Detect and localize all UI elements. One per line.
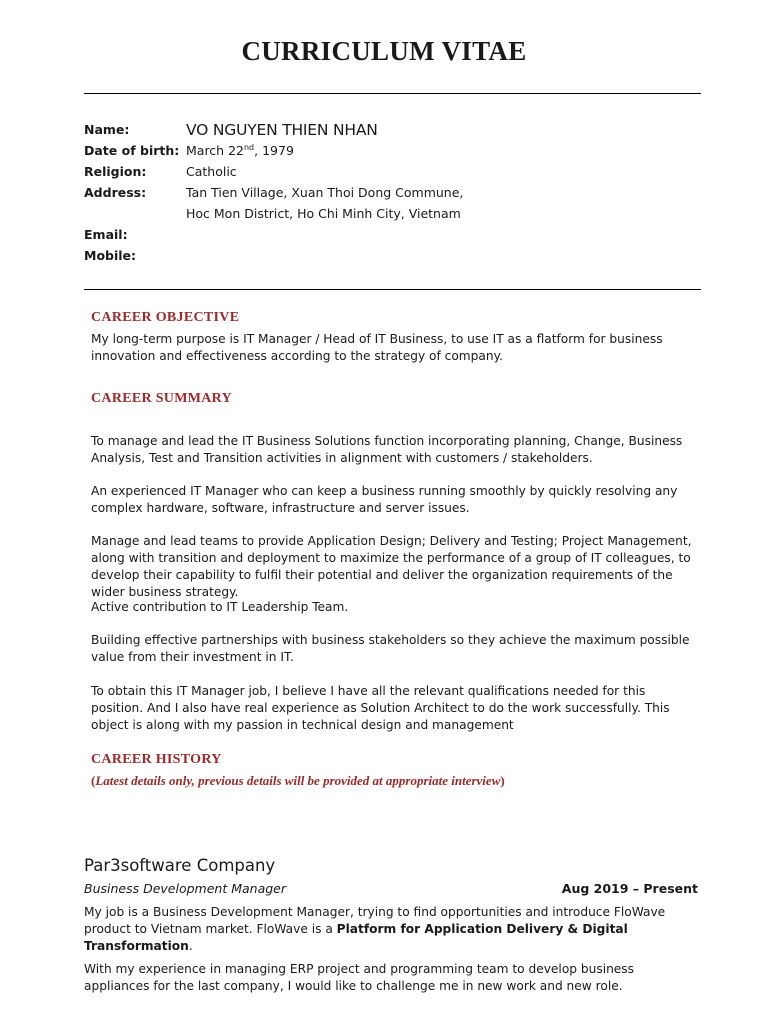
note-text: Latest details only, previous details will be provided at appropriate interview	[95, 773, 501, 788]
job-description-2: With my experience in managing ERP project and programming team to develop business appliances for the last company, I would like to challenge me in new work and new role.	[84, 962, 635, 993]
job-desc-1-bold: Platform for Application Delivery & Digital Transformation	[84, 922, 628, 953]
summary-paragraph-4: Active contribution to IT Leadership Team.	[91, 600, 349, 614]
summary-paragraph-2: An experienced IT Manager who can keep a business running smoothly by quickly resolving any complex hardware, software, infrastructure and server issues.	[91, 484, 678, 515]
job-title: Business Development Manager	[84, 881, 287, 896]
summary-paragraph-5: Building effective partnerships with business stakeholders so they achieve the maximum possible value from their investment in IT.	[91, 633, 690, 664]
name-label: Name:	[84, 122, 130, 137]
email-label: Email:	[84, 227, 128, 242]
summary-paragraph-1: To manage and lead the IT Business Solutions function incorporating planning, Change, Business Analysis, Test and Transition activities in alignment with customers / stakeholders.	[91, 434, 683, 465]
address-line-1: Tan Tien Village, Xuan Thoi Dong Commune,	[186, 185, 464, 200]
dob-label: Date of birth:	[84, 143, 180, 158]
career-summary-heading: CAREER SUMMARY	[91, 391, 232, 406]
summary-paragraph-3: Manage and lead teams to provide Application Design; Delivery and Testing; Project Management, along with transition and deployment to maximize the performance of a group of IT colleagues, to develop their capability to fulfil their potential and deliver the organization requirements of the wider business strategy.	[91, 534, 692, 599]
info-divider	[84, 289, 701, 290]
dob-value	[186, 143, 294, 158]
career-objective-heading: CAREER OBJECTIVE	[91, 310, 240, 325]
job-desc-1-start: My job is a Business Development Manager, trying to find opportunities and introduce FloWave product to Vietnam market. FloWave is a	[84, 905, 666, 936]
career-summary-section	[91, 391, 696, 407]
job-dates: Aug 2019 – Present	[561, 881, 698, 896]
dob-year: , 1979	[254, 143, 294, 159]
header-divider	[84, 93, 701, 94]
job-header	[84, 881, 698, 899]
career-objective-section	[91, 310, 696, 365]
career-history-section	[91, 752, 696, 789]
name-value: VO NGUYEN THIEN NHAN	[186, 121, 378, 139]
note-close-paren: )	[500, 773, 505, 788]
dob-day: March 22	[186, 143, 244, 159]
career-objective-text: My long-term purpose is IT Manager / Head of IT Business, to use IT as a flatform for business innovation and effectiveness according to the strategy of company.	[91, 332, 663, 363]
page-title: CURRICULUM VITAE	[241, 36, 527, 66]
address-label: Address:	[84, 185, 147, 200]
summary-paragraph-6: To obtain this IT Manager job, I believe I have all the relevant qualifications needed for this position. And I also have real experience as Solution Architect to do the work successfully. This object is along with my passion in technical design and management	[91, 684, 670, 732]
career-history-heading: CAREER HISTORY	[91, 752, 222, 767]
religion-value: Catholic	[186, 164, 237, 179]
job-description-1	[84, 904, 698, 955]
religion-label: Religion:	[84, 164, 147, 179]
mobile-label: Mobile:	[84, 248, 137, 263]
company-name: Par3software Company	[84, 856, 276, 875]
dob-suffix: nd	[243, 143, 255, 152]
address-line-2: Hoc Mon District, Ho Chi Minh City, Vietnam	[186, 206, 461, 221]
career-history-note	[91, 773, 696, 789]
note-open-paren: (	[91, 773, 96, 788]
job-desc-1-end: .	[188, 939, 193, 953]
